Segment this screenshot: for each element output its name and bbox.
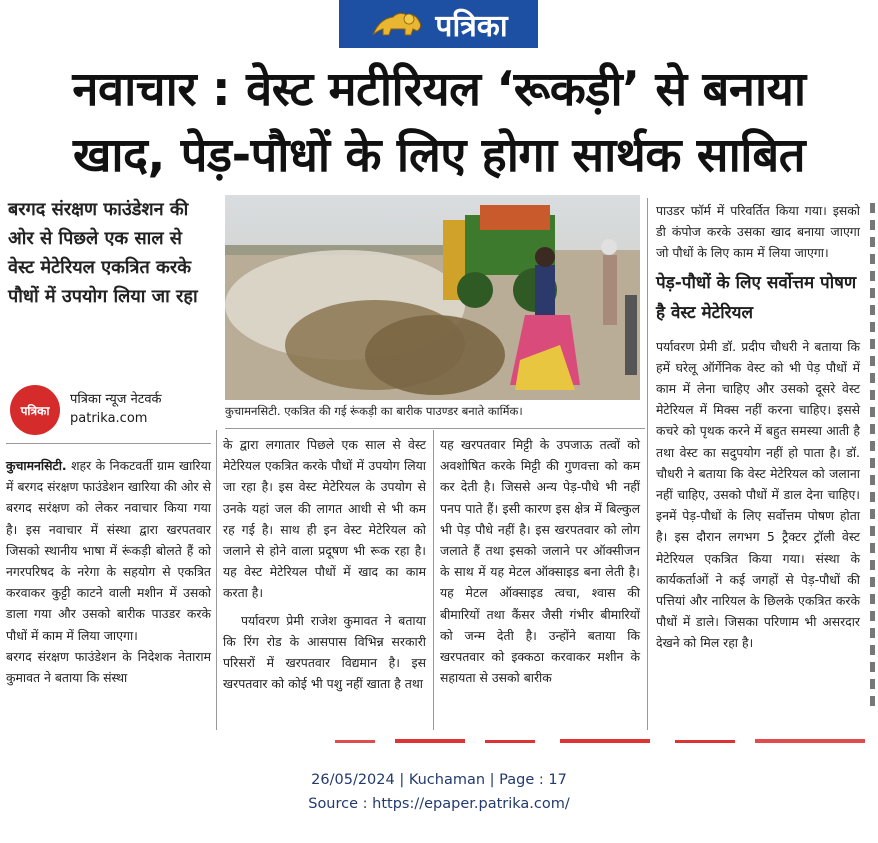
article-paragraph: के द्वारा लगातार पिछले एक साल से वेस्ट मेटेरियल एकत्रित करके पौधों में उपयोग लिया जा रहा है। इस वेस्ट मेटेरियल के उपयोग से उनके यहां जल की लागत आधी से भी कम रह गई है। साथ ही इन वेस्ट मेटेरियल को जलाने से होने वाला प्रदूषण भी रूक रहा है। यह वेस्ट मेटेरियल पौधों में खाद का काम करता है। [223,437,426,601]
article-paragraph: बरगद संरक्षण फाउंडेशन के निदेशक नेताराम कुमावत ने बताया कि संस्था [6,648,211,686]
rule-col-2 [433,430,434,730]
adjacent-column-edge [866,196,878,716]
article-column-2 [223,434,426,694]
article-paragraph: पाउडर फॉर्म में परिवर्तित किया गया। इसको डी कंपोज करके उसका खाद बनाया जाएगा जो पौधों के लिए काम में लिया जाएगा। [656,203,860,261]
patrika-badge-logo: पत्रिका [10,385,60,435]
rule-col-3 [647,198,648,730]
photo-caption: कुचामनसिटी. एकत्रित की गई रूंकड़ी का बारीक पाउण्डर बनाते कार्मिक। [225,404,523,418]
byline-network: पत्रिका न्यूज नेटवर्क [70,392,162,407]
article-paragraph: पर्यावरण प्रेमी राजेश कुमावत ने बताया कि रिंग रोड के आसपास विभिन्न सरकारी परिसरों में खरपतवार विद्यमान है। इस खरपतवार को कोई भी पशु नहीं खाता है तथा [223,612,426,692]
source-link[interactable]: Source : https://epaper.patrika.com/ [308,796,570,812]
news-photo [225,195,640,400]
next-headline-cut-edge [335,738,878,744]
lead-summary: बरगद संरक्षण फाउंडेशन की ओर से पिछले एक साल से वेस्ट मेटेरियल एकत्रित करके पौधों में उपयोग लिया जा रहा [8,199,198,307]
article-column-3 [440,434,640,688]
page-footer [0,768,878,816]
article-column-4 [656,200,860,654]
photo-illustration [225,195,640,400]
byline [10,385,210,435]
byline-site: patrika.com [70,411,148,426]
headline-line-2: खाद, पेड़-पौधों के लिए होगा सार्थक साबित [72,128,806,183]
lion-logo-icon [369,7,425,41]
article-text: शहर के निकटवर्ती ग्राम खारिया में बरगद संरक्षण फाउंडेशन खारिया की ओर से बरगद सरंक्षण को लेकर नवाचार किया गया है। इस नवाचार में संस्था द्वारा खरपतवार जिसको स्थानीय भाषा में रूंकड़ी बोलते हैं को नगरपरिषद के नरेगा के सहयोग से एकत्रित करवाकर कुट्टी काटने वाली मशीन में उसको डाला गया और उसको बारीक पाउडर करके पौधों में काम में लिया जाएगा। [6,458,211,643]
article-paragraph: पर्यावरण प्रेमी डॉ. प्रदीप चौधरी ने बताया कि हमें घरेलू ऑर्गेनिक वेस्ट को भी पेड़ पौधों में काम में लेना चाहिए और उसको दूसरे वेस्ट मेटेरियल में मिक्स नहीं करना चाहिए। इससे कचरे को पृथक करने में बहुत समस्या आती है तथा वेस्ट का सदुपयोग नहीं हो पाता है। डॉ. चौधरी ने बताया कि वेस्ट मेटेरियल को जलाना नहीं चाहिए, उसको पौधों में डाल देना चाहिए। इनमें पेड़-पौधों के लिए सर्वोत्तम पोषण होता है। इस दौरान लगभग 5 ट्रैक्टर ट्रॉली वेस्ट मेटेरियल एकत्रित किया गया। संस्था के कार्यकर्ताओं ने कई जगहों से पेड़-पौधों की पत्तियां और नारियल के छिलके एकत्रित करके पौधों में डाले। जिसका परिणाम भी असरदार देखने को मिल रहा है। [656,338,860,651]
rule-byline [6,443,211,444]
masthead [339,0,538,48]
rule-caption [225,428,645,429]
subheading: पेड़-पौधों के लिए सर्वोत्तम पोषण है वेस्ट मेटेरियल [656,272,857,323]
masthead-title: पत्रिका [435,8,508,44]
dateline-place: कुचामनसिटी. [6,458,67,473]
article-column-1 [6,455,211,688]
edition-info: 26/05/2024 | Kuchaman | Page : 17 [311,772,567,788]
article-paragraph [6,455,211,646]
headline-line-1: नवाचार : वेस्ट मटीरियल ‘रूकड़ी’ से बनाया [72,62,806,117]
rule-col-1 [216,430,217,730]
article-paragraph: यह खरपतवार मिट्टी के उपजाऊ तत्वों को अवशोषित करके मिट्टी की गुणवत्ता को कम कर देती है। जिससे अन्य पेड़-पौधे भी नहीं पनप पाते हैं। इसी कारण इस क्षेत्र में बिल्कुल भी पेड़ पौधे नहीं है। इस खरपतवार को लोग जलाते हैं तथा इसको जलाने पर ऑक्सीजन के साथ में यह मेटल ऑक्साइड बना लेती है। यह मेटल ऑक्साइड त्वचा, श्वास की बीमारियों तथा कैंसर जैसी गंभीर बीमारियों को जन्म देती है। उन्होंने बताया कि खरपतवार को इक्कठा करवाकर मशीन के सहायता से उसको बारीक [440,437,640,686]
